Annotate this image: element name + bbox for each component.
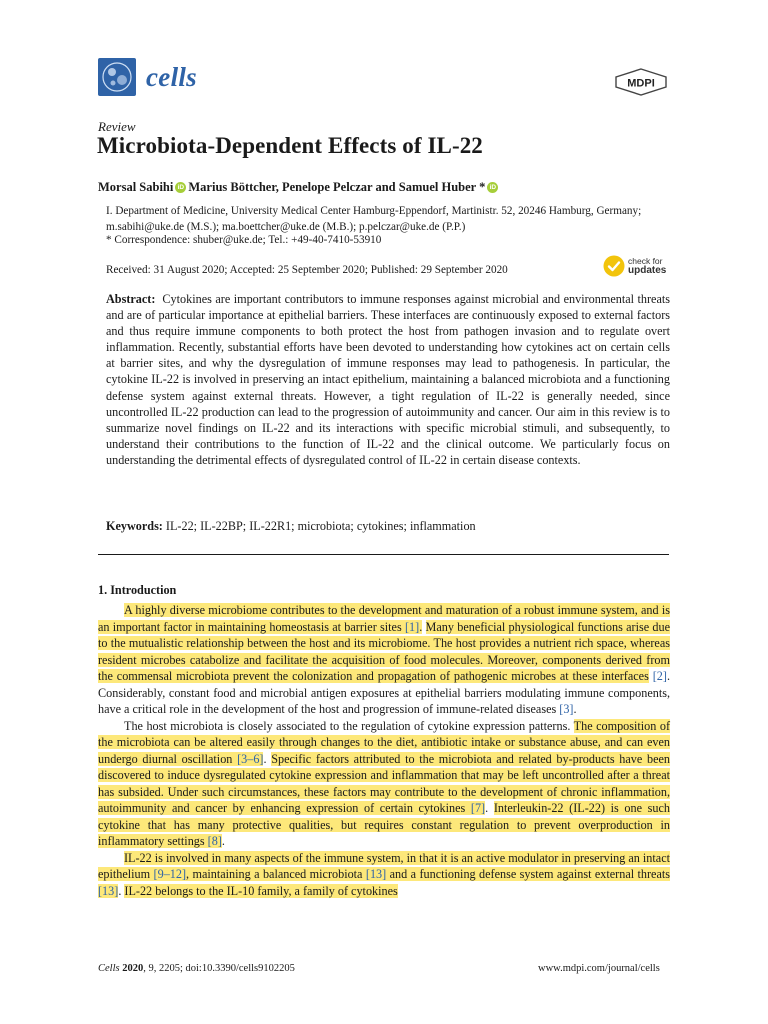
body-paragraph	[98, 602, 670, 718]
footer-journal: Cells	[98, 963, 120, 974]
abstract-text: Cytokines are important contributors to immune responses against microbial and environmental threats and are of particular importance at epithelial barriers. These interfaces are continuously exposed to external factors and thus require immune components to both protect the host from pathogen invasion and to regulate overt inflammation. Recently, substantial efforts have been devoted to understanding how cytokines act on certain cells at barrier sites, and why the dysregulation of immune responses may lead to pathogenesis. In particular, the cytokine IL-22 is involved in preserving an intact epithelium, maintaining a balanced microbiota and a functioning defense system against external threats. However, a tight regulation of IL-22 is generally needed, since uncontrolled IL-22 production can lead to the progression of autoimmunity and cancer. Our aim in this review is to summarize novel findings on IL-22 and its interactions with specific microbial stimuli, and subsequently, to understand their contributions to the function of IL-22 and the clinical outcome. We particularly focus on understanding the detrimental effects of dysregulated control of IL-22 in certain disease contexts.	[106, 292, 670, 467]
orcid-icon[interactable]: iD	[487, 182, 498, 193]
text-run: .	[221, 834, 225, 848]
mdpi-logo-icon	[614, 68, 668, 96]
footer-citation	[98, 963, 295, 974]
citation-link[interactable]: [2]	[652, 669, 667, 683]
article-type: Review	[98, 119, 136, 134]
text-run: , maintaining a balanced microbiota	[186, 867, 366, 881]
text-run: . Considerably, constant food and microbial antigen exposures at epithelial barriers modulating immune components, have a critical role in the development of the host and progression of immune-related diseases	[98, 669, 671, 716]
check-updates-label	[628, 257, 666, 275]
text-run: IL-22 is involved in many aspects of the immune system, in that it is an active modulator in preserving an intact epithelium	[98, 850, 670, 881]
text-run: .	[263, 751, 272, 766]
text-run: Interleukin-22 (IL-22) is one such cytokine that has many protective qualities, but requires constant regulation to prevent overproduction in inflammatory settings	[98, 801, 670, 848]
citation-link[interactable]: [1]	[404, 619, 420, 634]
text-run: The composition of the microbiota can be altered easily through changes to the diet, antibiotic intake or substance abuse, and can even undergo diurnal oscillation	[98, 718, 671, 766]
divider	[98, 554, 669, 555]
section-heading: 1. Introduction	[98, 583, 177, 597]
highlight	[366, 867, 386, 881]
section-body	[98, 602, 670, 899]
highlight	[98, 884, 118, 898]
highlight	[386, 867, 670, 881]
publication-dates: Received: 31 August 2020; Accepted: 25 September 2020; Published: 29 September 2020	[106, 264, 508, 276]
text-run: IL-22 belongs to the IL-10 family, a family of cytokines	[124, 883, 398, 898]
text-run: The host microbiota is closely associated to the regulation of cytokine expression patterns.	[124, 718, 574, 733]
mdpi-logo-text: MDPI	[627, 77, 655, 90]
body-paragraph	[98, 718, 670, 850]
citation-link[interactable]: [8]	[207, 834, 222, 848]
text-run: .	[419, 619, 423, 634]
footer-citation-text: 2020, 9, 2205; doi:10.3390/cells9102205	[122, 963, 295, 974]
check-updates-line2: updates	[628, 265, 667, 276]
author-list	[98, 180, 500, 195]
author-name: Morsal Sabihi	[98, 180, 174, 194]
keywords-label: Keywords:	[106, 519, 163, 533]
correspondence: * Correspondence: shuber@uke.de; Tel.: +49-40-7410-53910	[106, 234, 382, 246]
cells-journal-logo-icon	[98, 58, 136, 96]
text-run: .	[118, 883, 125, 898]
citation-link[interactable]: [13]	[98, 883, 119, 898]
highlight	[237, 752, 263, 766]
author-names: Marius Böttcher, Penelope Pelczar and Samuel Huber *	[188, 180, 486, 194]
citation-link[interactable]: [9–12]	[153, 867, 187, 881]
highlight	[405, 620, 419, 634]
abstract-label: Abstract:	[106, 292, 156, 306]
text-run: and a functioning defense system against external threats	[386, 867, 671, 881]
citation-link[interactable]: [7]	[470, 801, 486, 815]
citation-link[interactable]: [3]	[559, 702, 574, 716]
orcid-icon[interactable]: iD	[175, 182, 186, 193]
check-for-updates-badge[interactable]	[603, 254, 675, 278]
body-paragraph	[98, 850, 670, 900]
text-run: .	[573, 702, 577, 716]
citation-link[interactable]: [3–6]	[237, 751, 264, 766]
abstract	[106, 291, 670, 468]
highlight	[124, 884, 397, 898]
highlight	[186, 867, 366, 881]
text-run: .	[485, 801, 494, 815]
footer-url[interactable]: www.mdpi.com/journal/cells	[538, 963, 660, 974]
affiliation: I. Department of Medicine, University Medical Center Hamburg-Eppendorf, Martinistr. 52, 20246 Hamburg, Germany; m.sabihi@uke.de (M.S.); ma.boettcher@uke.de (M.B.); p.pelczar@uke.de (P.P.)	[106, 205, 642, 233]
journal-name: cells	[146, 62, 197, 92]
highlight	[154, 867, 187, 881]
text-run: A highly diverse microbiome contributes to the development and maturation of a robust immune system, and is an important factor in maintaining homeostasis at barrier sites	[98, 603, 670, 634]
footer-year: 2020	[122, 963, 144, 974]
article-title: Microbiota-Dependent Effects of IL-22	[97, 133, 483, 158]
keywords-text: IL-22; IL-22BP; IL-22R1; microbiota; cytokines; inflammation	[165, 519, 476, 533]
citation-link[interactable]: [13]	[365, 867, 387, 881]
keywords	[106, 519, 476, 534]
check-updates-icon	[603, 255, 625, 277]
text-run: Many beneficial physiological functions arise due to the mutualistic relationship between the host and its microbiome. The host provides a nutrient rich space, whereas resident microbes catabolize and facilitate the acquisition of food molecules. Moreover, components derived from the commensal microbiota prevent the colonization and propagation of pathogenic microbes at these interfaces	[98, 619, 671, 683]
text-run: Specific factors attributed to the microbiota and related by-products have been discovered to induce dysregulated cytokine expression and inflammation that may be left uncontrolled after a threat has subsided. Under such circumstances, these factors may contribute to the development of chronic inflammation, autoimmunity and cancer by enhancing expression of certain cytokines	[98, 751, 670, 815]
highlight	[208, 834, 222, 848]
highlight	[471, 801, 485, 815]
check-updates-line1: check for	[628, 256, 663, 266]
